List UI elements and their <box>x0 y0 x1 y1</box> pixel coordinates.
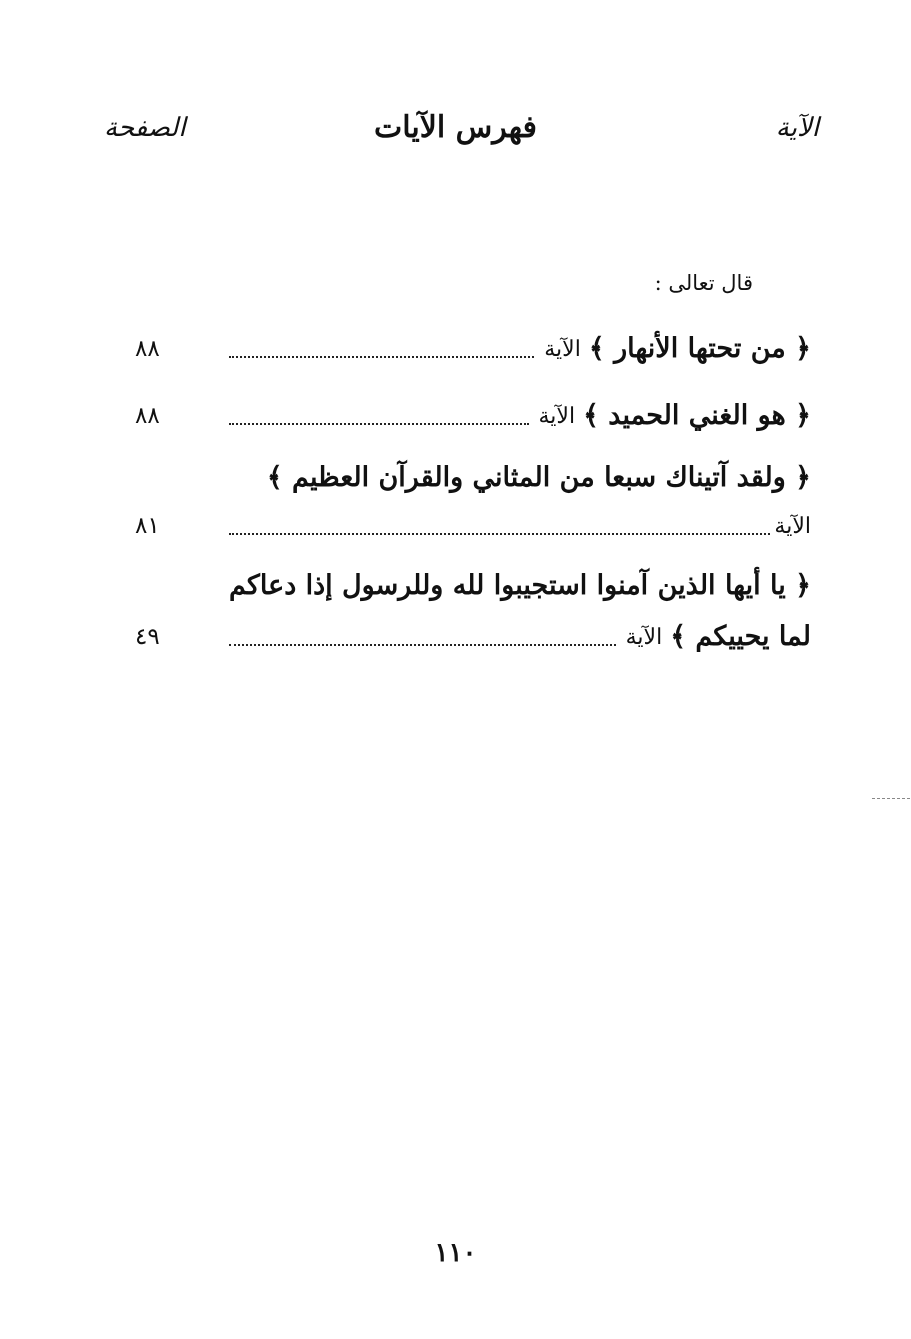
verse-tag: الآية <box>774 513 811 539</box>
verse-text: ﴿ من تحتها الأنهار ﴾ <box>588 333 811 364</box>
verse-text: ﴿ ولقد آتيناك سبعا من المثاني والقرآن العظيم ﴾ <box>266 462 811 493</box>
scan-artifact <box>872 798 910 799</box>
verse-text: ﴿ يا أيها الذين آمنوا استجيبوا لله وللرسول إذا دعاكم <box>229 570 811 601</box>
page-number: ١١٠ <box>434 1238 477 1268</box>
page-reference: ٨٨ <box>135 403 160 429</box>
leader-dots <box>229 423 529 425</box>
verse-text: ﴿ هو الغني الحميد ﴾ <box>583 400 811 431</box>
index-entry <box>135 503 811 549</box>
verse-tag: الآية <box>544 336 581 362</box>
index-entry <box>135 326 811 372</box>
leader-dots <box>229 644 616 646</box>
page-reference: ٤٩ <box>135 624 160 650</box>
page-title: فهرس الآيات <box>374 110 537 145</box>
page-reference: ٨١ <box>135 513 160 539</box>
intro-text: قال تعالى : <box>654 271 753 295</box>
leader-dots <box>229 533 770 535</box>
column-header-verse: الآية <box>775 113 819 143</box>
index-entry <box>135 393 811 439</box>
page-reference: ٨٨ <box>135 336 160 362</box>
verse-text-continued: لما يحييكم ﴾ <box>670 621 811 652</box>
verse-tag: الآية <box>538 403 576 429</box>
leader-dots <box>229 356 534 358</box>
index-entry <box>135 614 811 660</box>
column-header-page: الصفحة <box>104 113 186 143</box>
verse-tag: الآية <box>625 624 663 650</box>
